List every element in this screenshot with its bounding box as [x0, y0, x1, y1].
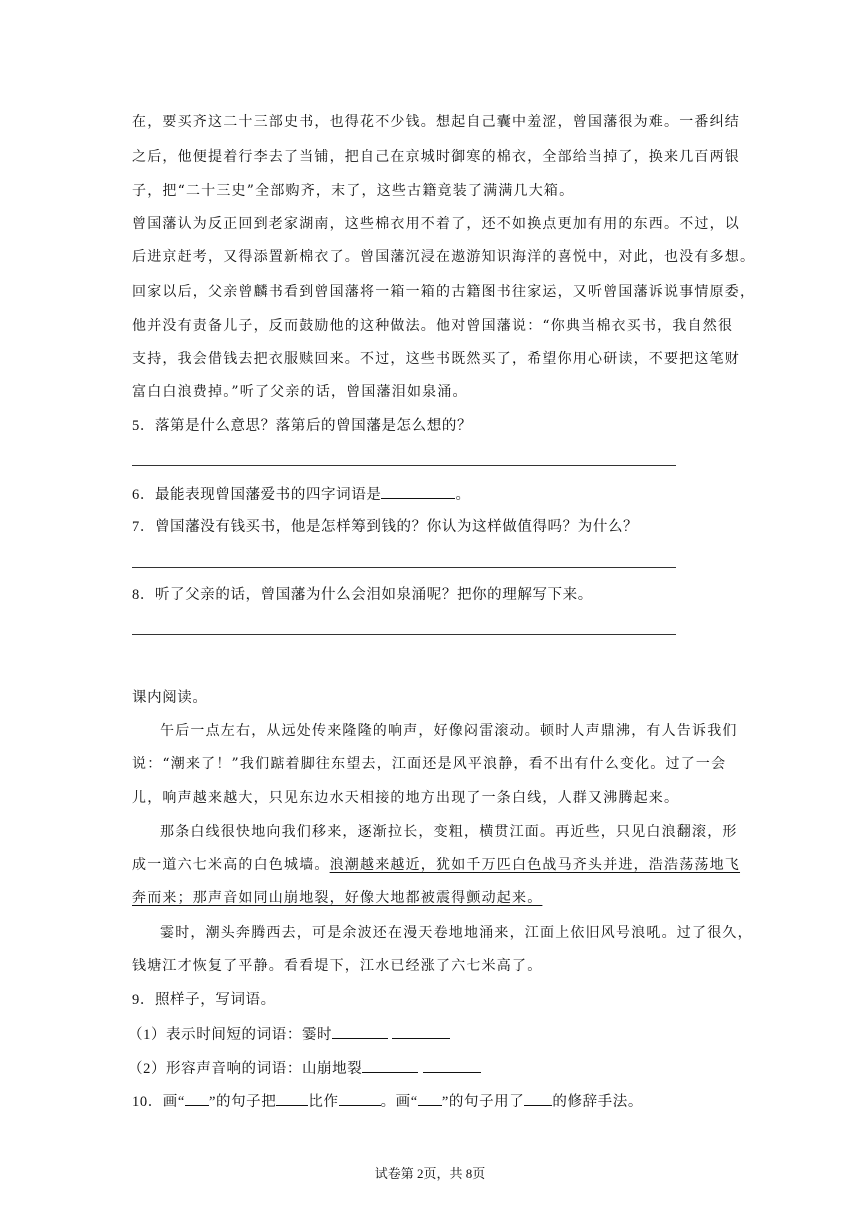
question-5: 5．落第是什么意思？落第后的曾国藩是怎么想的？ — [132, 418, 473, 434]
answer-blank-10-d[interactable] — [418, 1091, 442, 1106]
answer-blank-9-2b[interactable] — [423, 1058, 481, 1073]
answer-blank-9-1a[interactable] — [332, 1024, 388, 1039]
passage2-line: 说：“潮来了！”我们踮着脚往东望去，江面还是风平浪静，看不出有什么变化。过了一会 — [132, 756, 727, 772]
passage-line: 他并没有责备儿子，反而鼓励他的这种做法。他对曾国藩说：“你典当棉衣买书，我自然很 — [132, 318, 734, 334]
passage2-line: 午后一点左右，从远处传来隆隆的响声，好像闷雷滚动。顿时人声鼎沸，有人告诉我们 — [160, 723, 738, 739]
answer-blank-6[interactable] — [381, 484, 455, 499]
q10-part: 。画“ — [380, 1094, 418, 1110]
passage-line: 回家以后，父亲曾麟书看到曾国藩将一箱一箱的古籍图书往家运，又听曾国藩诉说事情原委， — [132, 284, 756, 300]
answer-blank-10-e[interactable] — [524, 1091, 552, 1106]
passage2-line: 霎时，潮头奔腾西去，可是余波还在漫天卷地地涌来，江面上依旧风号浪吼。过了很久， — [160, 925, 753, 941]
passage2-line: 钱塘江才恢复了平静。看看堤下，江水已经涨了六七米高了。 — [132, 958, 543, 974]
question-9-2 — [128, 1058, 481, 1079]
q10-part: 10．画“ — [132, 1094, 185, 1110]
question-9: 9．照样子，写词语。 — [132, 992, 276, 1008]
question-8: 8．听了父亲的话，曾国藩为什么会泪如泉涌呢？把你的理解写下来。 — [132, 587, 593, 603]
question-9-1 — [128, 1024, 450, 1045]
passage-line: 子，把“二十三史”全部购齐，末了，这些古籍竟装了满满几大箱。 — [132, 183, 575, 199]
answer-line-7[interactable] — [132, 567, 676, 568]
answer-blank-10-a[interactable] — [185, 1091, 209, 1106]
question-6 — [132, 484, 471, 505]
answer-blank-10-b[interactable] — [276, 1091, 308, 1106]
q10-part: ”的句子用了 — [441, 1094, 525, 1110]
question-10 — [132, 1091, 643, 1112]
section-title: 课内阅读。 — [132, 690, 208, 706]
passage-line: 在，要买齐这二十三部史书，也得花不少钱。想起自己囊中羞涩，曾国藩很为难。一番纠结 — [132, 114, 740, 130]
answer-line-5[interactable] — [132, 465, 676, 466]
q10-part: 比作 — [308, 1094, 339, 1110]
answer-blank-10-c[interactable] — [339, 1091, 381, 1106]
q10-part: 的修辞手法。 — [552, 1094, 643, 1110]
question-6-end: 。 — [455, 487, 471, 503]
q10-part: ”的句子把 — [208, 1094, 277, 1110]
passage-line: 后进京赶考，又得添置新棉衣了。曾国藩沉浸在遨游知识海洋的喜悦中，对此，也没有多想。 — [132, 249, 756, 265]
underlined-sentence: 奔而来；那声音如同山崩地裂，好像大地都被震得颤动起来。 — [132, 890, 543, 906]
passage-line: 富白白浪费掉。”听了父亲的话，曾国藩泪如泉涌。 — [132, 384, 468, 400]
passage-line: 支持，我会借钱去把衣服赎回来。不过，这些书既然买了，希望你用心研读，不要把这笔财 — [132, 351, 740, 367]
passage-line: 曾国藩认为反正回到老家湖南，这些棉衣用不着了，还不如换点更加有用的东西。不过，以 — [132, 216, 740, 232]
question-7: 7．曾国藩没有钱买书，他是怎样筹到钱的？你认为这样做值得吗？为什么？ — [132, 519, 639, 535]
passage2-line — [132, 888, 542, 908]
passage2-line: 儿，响声越来越大，只见东边水天相接的地方出现了一条白线，人群又沸腾起来。 — [132, 790, 680, 806]
answer-line-8[interactable] — [132, 634, 676, 635]
answer-blank-9-1b[interactable] — [392, 1024, 450, 1039]
underlined-sentence: 浪潮越来越近，犹如千万匹白色战马齐头并进，浩浩荡荡地飞 — [329, 857, 741, 873]
question-9-1-text: （1）表示时间短的词语：霎时 — [128, 1027, 333, 1043]
question-9-2-text: （2）形容声音响的词语：山崩地裂 — [128, 1061, 363, 1077]
question-6-text: 6．最能表现曾国藩爱书的四字词语是 — [132, 487, 382, 503]
passage-line: 之后，他便提着行李去了当铺，把自己在京城时御寒的棉衣，全部给当掉了，换来几百两银 — [132, 149, 740, 165]
page-footer: 试卷第 2页，共 8页 — [374, 1166, 486, 1181]
passage2-line: 那条白线很快地向我们移来，逐渐拉长，变粗，横贯江面。再近些，只见白浪翻滚，形 — [160, 824, 738, 840]
passage2-line — [132, 855, 740, 875]
passage2-plain-text: 成一道六七米高的白色城墙。 — [132, 857, 330, 873]
answer-blank-9-2a[interactable] — [362, 1058, 418, 1073]
